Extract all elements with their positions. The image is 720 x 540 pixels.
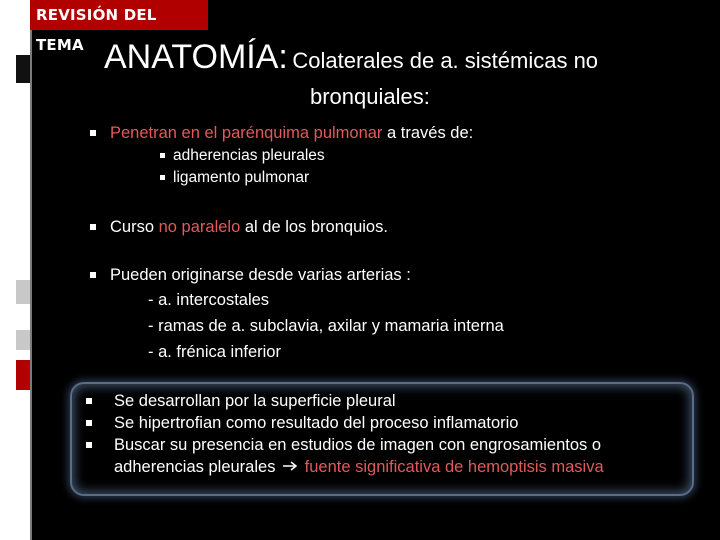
bullet-square-icon bbox=[86, 398, 92, 404]
artery-item: - a. frénica inferior bbox=[148, 343, 281, 361]
decor-block-black bbox=[16, 55, 30, 83]
title-main: ANATOMÍA: bbox=[104, 38, 288, 76]
bullet-square-icon bbox=[86, 442, 92, 448]
bullet1-highlight: Penetran en el parénquima pulmonar bbox=[110, 124, 383, 142]
bullet-curso bbox=[90, 216, 388, 238]
bullet3-text: Pueden originarse desde varias arterias : bbox=[110, 266, 411, 284]
bullet-square-icon bbox=[160, 153, 165, 158]
sub-bullet-text: ligamento pulmonar bbox=[173, 169, 310, 186]
arrow-right-icon bbox=[282, 456, 298, 478]
sub-bullet-item bbox=[160, 145, 325, 167]
sub-bullet-item bbox=[160, 167, 309, 189]
title-sub-line2: bronquiales: bbox=[310, 84, 430, 109]
decor-block-red bbox=[16, 360, 30, 390]
decor-block-grey2 bbox=[16, 330, 30, 350]
bullet2-after: al de los bronquios. bbox=[240, 218, 388, 236]
box-bullet-text: Buscar su presencia en estudios de imagen con engrosamientos o bbox=[114, 436, 602, 454]
page-title bbox=[104, 38, 704, 77]
bullet-square-icon bbox=[160, 175, 165, 180]
box-bullet bbox=[86, 434, 696, 478]
artery-item: - ramas de a. subclavia, axilar y mamaria interna bbox=[148, 317, 504, 335]
left-divider-line bbox=[30, 0, 32, 540]
bullet-square-icon bbox=[90, 130, 96, 136]
artery-item: - a. intercostales bbox=[148, 291, 270, 309]
bullet2-highlight: no paralelo bbox=[158, 218, 241, 236]
sub-bullet-text: adherencias pleurales bbox=[173, 147, 325, 164]
box-last-line-start: adherencias pleurales bbox=[114, 458, 276, 476]
box-last-line-highlight: fuente significativa de hemoptisis masiva bbox=[304, 458, 604, 476]
bullet-square-icon bbox=[90, 272, 96, 278]
box-bullet bbox=[86, 412, 696, 434]
bullet-square-icon bbox=[86, 420, 92, 426]
bullet2-before: Curso bbox=[110, 218, 159, 236]
bullet-penetran bbox=[90, 122, 473, 144]
bullet-pueden bbox=[90, 264, 411, 286]
title-sub-line1: Colaterales de a. sistémicas no bbox=[292, 48, 599, 73]
bullet-square-icon bbox=[90, 224, 96, 230]
decor-block-grey bbox=[16, 280, 30, 304]
box-bullet bbox=[86, 390, 696, 412]
box-bullet-text: Se hipertrofian como resultado del proceso inflamatorio bbox=[114, 414, 519, 432]
bullet1-rest: a través de: bbox=[382, 124, 474, 142]
box-bullet-text: Se desarrollan por la superficie pleural bbox=[114, 392, 396, 410]
section-tag: REVISIÓN DEL TEMA bbox=[30, 0, 208, 30]
highlight-box-content bbox=[86, 390, 696, 478]
